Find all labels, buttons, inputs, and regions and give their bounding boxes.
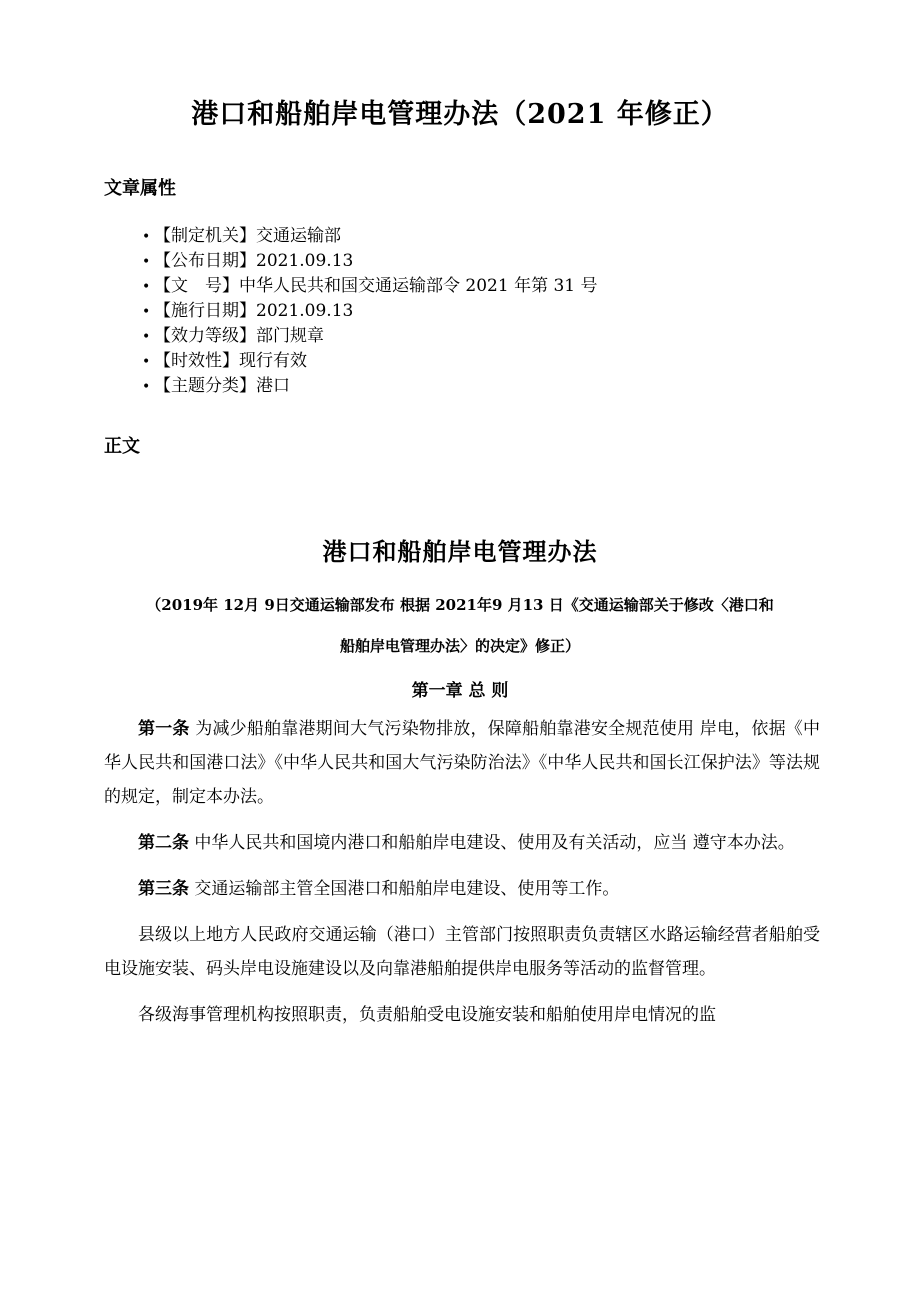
attribute-value: 部门规章 bbox=[256, 326, 324, 346]
attribute-label: 【施行日期】 bbox=[154, 301, 256, 321]
attribute-item bbox=[142, 374, 598, 399]
attribute-label: 【主题分类】 bbox=[154, 376, 256, 396]
bullet-icon: • bbox=[142, 354, 151, 370]
attribute-item bbox=[142, 249, 598, 274]
bullet-icon: • bbox=[142, 279, 151, 295]
attribute-value: 2021.09.13 bbox=[256, 251, 354, 271]
attribute-item bbox=[142, 224, 598, 249]
bullet-icon: • bbox=[142, 379, 151, 395]
article-paragraph bbox=[104, 872, 820, 906]
article-text: 县级以上地方人民政府交通运输（港口）主管部门按照职责负责辖区水路运输经营者船舶受电设施安装、码头岸电设施建设以及向靠港船舶提供岸电服务等活动的监督管理。 bbox=[104, 925, 820, 979]
attribute-item bbox=[142, 324, 598, 349]
attribute-item bbox=[142, 299, 598, 324]
article-text: 为减少船舶靠港期间大气污染物排放，保障船舶靠港安全规范使用 岸电，依据《中华人民共和国港口法》《中华人民共和国大气污染防治法》《中华人民共和国长江保护法》等法规的规定，制定本办法。 bbox=[104, 719, 821, 807]
bullet-icon: • bbox=[142, 229, 151, 245]
attribute-value: 中华人民共和国交通运输部令 2021 年第 31 号 bbox=[239, 276, 598, 296]
article-paragraph bbox=[104, 712, 820, 814]
article-number: 第三条 bbox=[138, 879, 189, 899]
attribute-value: 2021.09.13 bbox=[256, 301, 354, 321]
body-heading: 正文 bbox=[104, 436, 140, 457]
regulation-subtitle-line1: （2019年 12月 9日交通运输部发布 根据 2021年9 月13 日《交通运输部关于修改〈港口和 bbox=[146, 596, 774, 614]
bullet-icon: • bbox=[142, 304, 151, 320]
attribute-value: 港口 bbox=[256, 376, 290, 396]
article-number: 第一条 bbox=[138, 719, 190, 739]
attribute-item bbox=[142, 349, 598, 374]
article-paragraph bbox=[104, 918, 820, 986]
attribute-label: 【时效性】 bbox=[154, 351, 239, 371]
regulation-title: 港口和船舶岸电管理办法 bbox=[322, 537, 598, 566]
chapter-heading: 第一章 总 则 bbox=[411, 681, 509, 701]
attribute-item bbox=[142, 274, 598, 299]
article-number: 第二条 bbox=[138, 833, 189, 853]
bullet-icon: • bbox=[142, 329, 151, 345]
attribute-value: 交通运输部 bbox=[256, 226, 341, 246]
attribute-label: 【效力等级】 bbox=[154, 326, 256, 346]
regulation-subtitle-line2: 船舶岸电管理办法〉的决定》修正） bbox=[339, 637, 580, 655]
attribute-label: 【制定机关】 bbox=[154, 226, 256, 246]
attribute-value: 现行有效 bbox=[239, 351, 307, 371]
attributes-list bbox=[142, 224, 598, 399]
regulation-body bbox=[104, 712, 820, 1032]
attribute-label: 【公布日期】 bbox=[154, 251, 256, 271]
attributes-heading: 文章属性 bbox=[104, 178, 176, 199]
article-paragraph bbox=[104, 998, 820, 1032]
article-text: 各级海事管理机构按照职责，负责船舶受电设施安装和船舶使用岸电情况的监 bbox=[138, 1005, 716, 1025]
bullet-icon: • bbox=[142, 254, 151, 270]
article-paragraph bbox=[104, 826, 820, 860]
article-text: 中华人民共和国境内港口和船舶岸电建设、使用及有关活动，应当 遵守本办法。 bbox=[189, 833, 795, 853]
document-title: 港口和船舶岸电管理办法（2021 年修正） bbox=[191, 99, 729, 130]
attribute-label: 【文 号】 bbox=[154, 276, 239, 296]
article-text: 交通运输部主管全国港口和船舶岸电建设、使用等工作。 bbox=[189, 879, 620, 899]
